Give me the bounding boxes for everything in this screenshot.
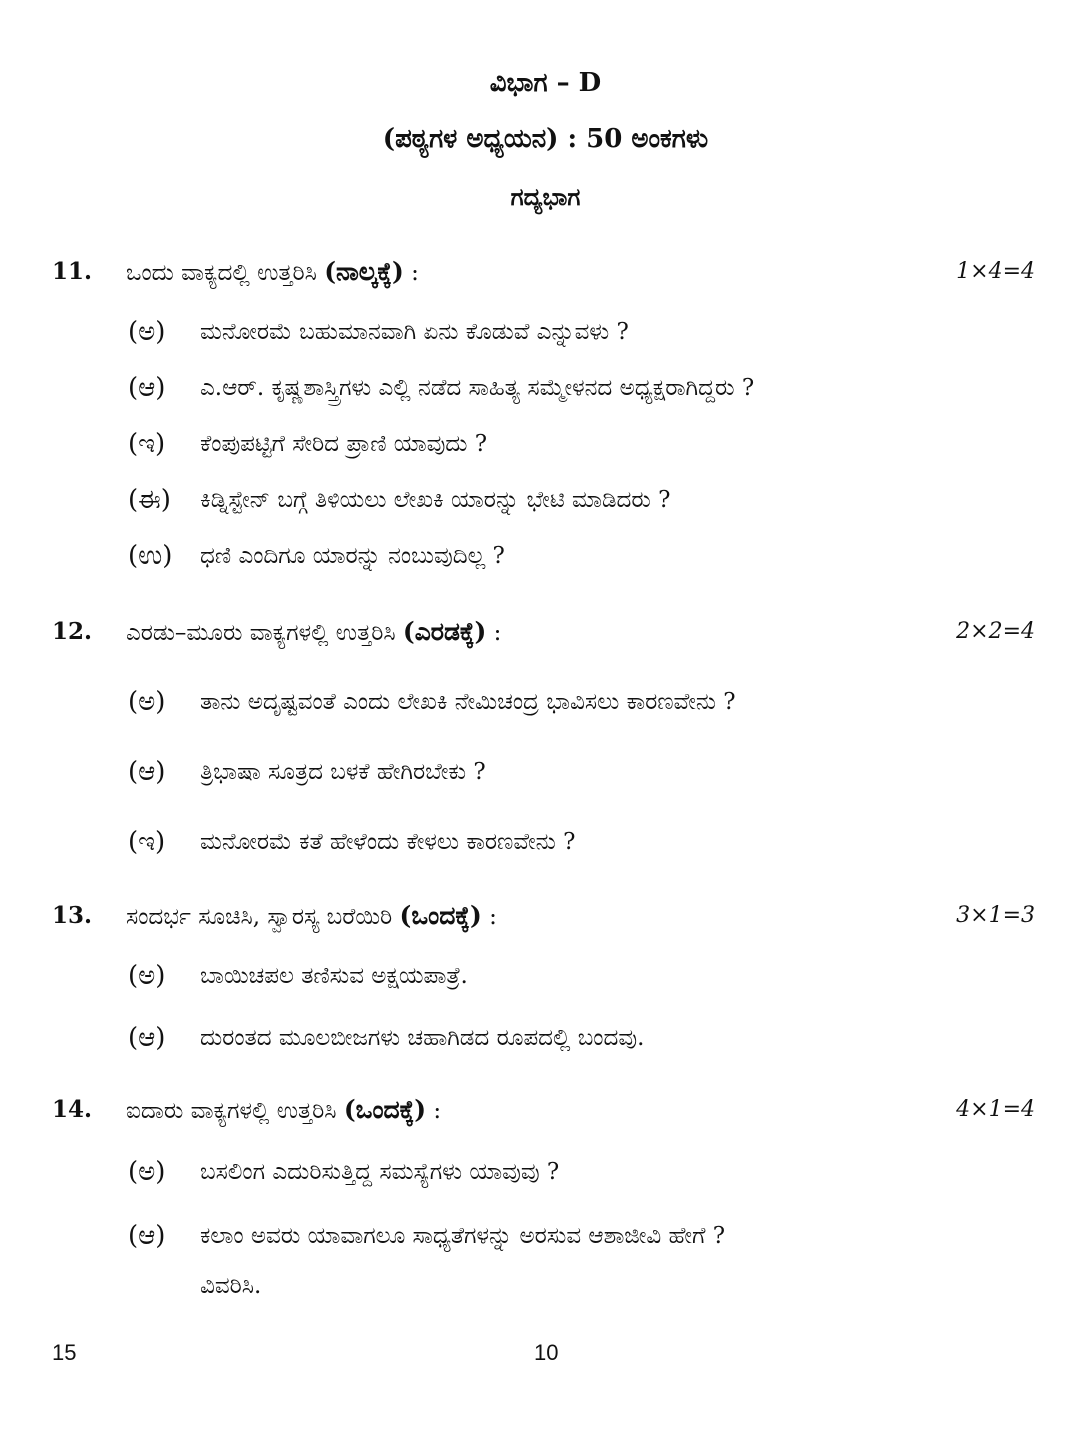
option [0, 1214, 1091, 1258]
question-instruction: (ಎರಡಕ್ಕೆ) [402, 617, 487, 646]
option-label: (ಅ) [128, 961, 166, 991]
option [0, 366, 1091, 410]
option [0, 478, 1091, 522]
section-subtitle: (ಪಠ್ಯಗಳ ಅಧ್ಯಯನ) : 50 ಅಂಕಗಳು [382, 124, 709, 154]
option-label: (ಆ) [128, 373, 166, 403]
question-instruction: (ಒಂದಕ್ಕೆ) [343, 1095, 427, 1124]
option [0, 954, 1091, 998]
option [0, 534, 1091, 578]
option-label: (ಆ) [128, 1023, 166, 1053]
question-number: 14. [52, 1096, 93, 1123]
option-text: ತ್ರಿಭಾಷಾ ಸೂತ್ರದ ಬಳಕೆ ಹೇಗಿರಬೇಕು ? [200, 759, 486, 785]
option-text: ಮನೋರಮೆ ಕತೆ ಹೇಳೆಂದು ಕೇಳಲು ಕಾರಣವೇನು ? [200, 829, 576, 855]
option-label: (ಆ) [128, 1221, 166, 1251]
option-label: (ಅ) [128, 1157, 166, 1187]
option-text: ಧಣಿ ಎಂದಿಗೂ ಯಾರನ್ನು ನಂಬುವುದಿಲ್ಲ ? [200, 543, 505, 569]
question-marks: 2×2=4 [956, 619, 1035, 644]
option-text: ಮನೋರಮೆ ಬಹುಮಾನವಾಗಿ ಏನು ಕೊಡುವೆ ಎನ್ನುವಳು ? [200, 319, 629, 345]
question-marks: 3×1=3 [956, 903, 1035, 928]
page-number: 10 [534, 1340, 559, 1365]
question-11 [0, 252, 1091, 292]
option [0, 310, 1091, 354]
option-label: (ಆ) [128, 757, 166, 787]
question-prompt: ಎರಡು–ಮೂರು ವಾಕ್ಯಗಳಲ್ಲಿ ಉತ್ತರಿಸಿ (ಎರಡಕ್ಕೆ) : [126, 617, 502, 646]
option-label: (ಅ) [128, 317, 166, 347]
option-text: ಬಾಯಿಚಪಲ ತಣಿಸುವ ಅಕ್ಷಯಪಾತ್ರೆ. [200, 963, 468, 989]
question-12 [0, 612, 1091, 652]
option-text: ಕೆಂಪುಪಟ್ಟಿಗೆ ಸೇರಿದ ಪ್ರಾಣಿ ಯಾವುದು ? [200, 431, 488, 457]
option [0, 680, 1091, 724]
option-label: (ಇ) [128, 429, 166, 459]
option-text: ತಾನು ಅದೃಷ್ಟವಂತೆ ಎಂದು ಲೇಖಕಿ ನೇಮಿಚಂದ್ರ ಭಾವಿಸಲು ಕಾರಣವೇನು ? [200, 689, 736, 715]
question-prompt: ಐದಾರು ವಾಕ್ಯಗಳಲ್ಲಿ ಉತ್ತರಿಸಿ (ಒಂದಕ್ಕೆ) : [126, 1095, 442, 1124]
part-heading: ಗದ್ಯಭಾಗ [510, 182, 581, 211]
question-number: 12. [52, 618, 93, 645]
option [0, 1016, 1091, 1060]
option [0, 422, 1091, 466]
option [0, 750, 1091, 794]
option-label: (ಈ) [128, 485, 171, 515]
option-label: (ಉ) [128, 541, 173, 571]
option-continuation: ವಿವರಿಸಿ. [200, 1273, 262, 1299]
question-14 [0, 1090, 1091, 1130]
option-text: ಎ.ಆರ್. ಕೃಷ್ಣಶಾಸ್ತ್ರಿಗಳು ಎಲ್ಲಿ ನಡೆದ ಸಾಹಿತ್ಯ ಸಮ್ಮೇಳನದ ಅಧ್ಯಕ್ಷರಾಗಿದ್ದರು ? [200, 375, 755, 401]
option [0, 1150, 1091, 1194]
option [0, 820, 1091, 864]
option-text: ದುರಂತದ ಮೂಲಬೀಜಗಳು ಚಹಾಗಿಡದ ರೂಪದಲ್ಲಿ ಬಂದವು. [200, 1025, 645, 1051]
question-prompt: ಒಂದು ವಾಕ್ಯದಲ್ಲಿ ಉತ್ತರಿಸಿ (ನಾಲ್ಕಕ್ಕೆ) : [126, 257, 419, 286]
question-marks: 1×4=4 [956, 259, 1035, 284]
question-number: 11. [52, 258, 93, 285]
question-marks: 4×1=4 [956, 1097, 1035, 1122]
question-instruction: (ಒಂದಕ್ಕೆ) [399, 901, 482, 930]
option-text: ಕಿಡ್ನಿಸ್ಟೇನ್ ಬಗ್ಗೆ ತಿಳಿಯಲು ಲೇಖಕಿ ಯಾರನ್ನು ಭೇಟಿ ಮಾಡಿದರು ? [200, 487, 671, 513]
question-number: 13. [52, 902, 93, 929]
option-label: (ಇ) [128, 827, 166, 857]
paper-code: 15 [52, 1340, 77, 1365]
option-text: ಕಲಾಂ ಅವರು ಯಾವಾಗಲೂ ಸಾಧ್ಯತೆಗಳನ್ನು ಅರಸುವ ಆಶಾಜೀವಿ ಹೇಗೆ ? [200, 1223, 726, 1249]
option-text: ಬಸಲಿಂಗ ಎದುರಿಸುತ್ತಿದ್ದ ಸಮಸ್ಯೆಗಳು ಯಾವುವು ? [200, 1159, 560, 1185]
question-prompt: ಸಂದರ್ಭ ಸೂಚಿಸಿ, ಸ್ವಾರಸ್ಯ ಬರೆಯಿರಿ (ಒಂದಕ್ಕೆ) : [126, 901, 497, 930]
question-13 [0, 896, 1091, 936]
question-instruction: (ನಾಲ್ಕಕ್ಕೆ) [324, 257, 404, 286]
option-label: (ಅ) [128, 687, 166, 717]
section-heading: ವಿಭಾಗ – D [489, 68, 602, 98]
